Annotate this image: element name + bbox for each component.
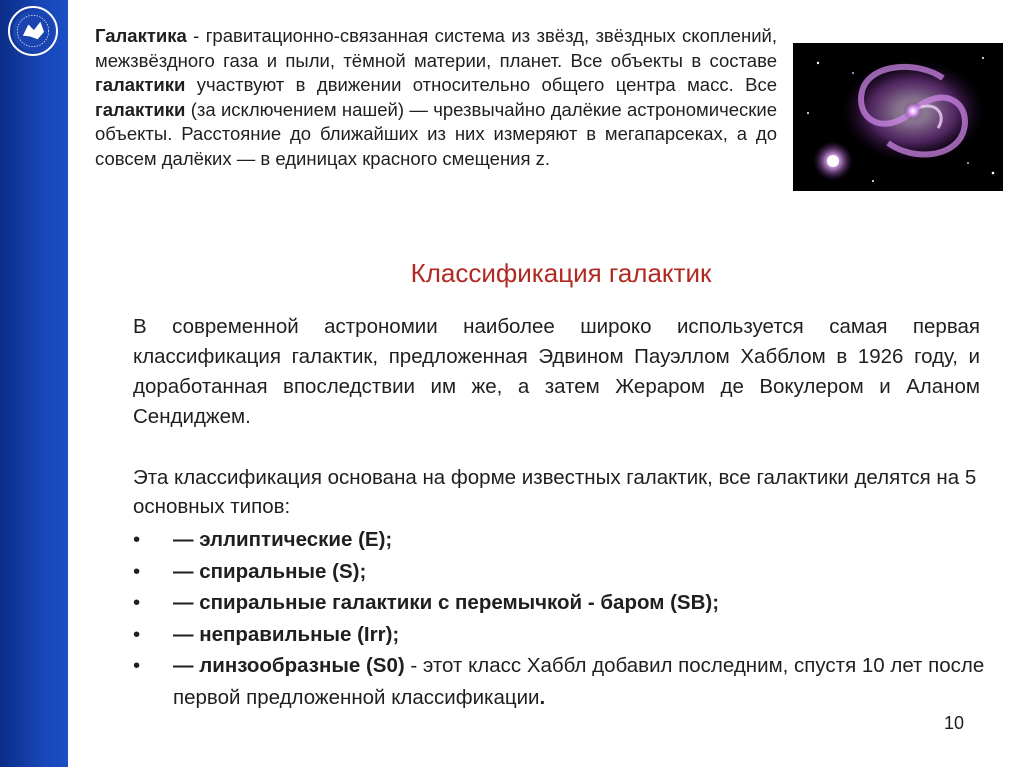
list-item xyxy=(133,650,993,713)
type-label: — спиральные (S); xyxy=(173,559,367,583)
intro-text-3: (за исключением нашей) — чрезвычайно далёкие астрономические объекты. Расстояние до ближайших из них измеряют в мегапарсеках, а до совсем далёких — в единицах красного смещения z. xyxy=(95,98,777,169)
classification-paragraph: В современной астрономии наиболее широко используется самая первая классификация галактик, предложенная Эдвином Пауэллом Хабблом в 1926 году, и доработанная впоследствии им же, а затем Жераром де Вокулером и Аланом Сендиджем. xyxy=(133,315,980,428)
bullet-marker: • xyxy=(133,559,141,583)
list-item xyxy=(133,619,993,651)
bullet-marker: • xyxy=(133,654,141,677)
type-end-mark: . xyxy=(539,685,546,709)
intro-text-2: участвуют в движении относительно общего центра масс. Все xyxy=(185,74,777,95)
intro-paragraph xyxy=(95,24,777,171)
type-label: — линзообразные (S0) xyxy=(173,654,405,677)
list-item xyxy=(133,587,993,619)
type-label: — спиральные галактики с перемычкой - баром (SB); xyxy=(173,591,720,614)
spiral-galaxy-photo xyxy=(793,43,1003,191)
list-item xyxy=(133,556,993,588)
section-heading: Классификация галактик xyxy=(410,258,712,288)
intro-term-3: галактики xyxy=(95,98,186,120)
type-label: — эллиптические (E); xyxy=(173,528,393,551)
page-number: 10 xyxy=(944,713,965,733)
types-intro-paragraph: Эта классификация основана на форме известных галактик, все галактики делятся на 5 основных типов: xyxy=(133,466,977,518)
bullet-marker: • xyxy=(133,591,141,614)
bullet-marker: • xyxy=(133,622,141,646)
intro-term-2: галактики xyxy=(95,74,186,95)
university-emblem-icon xyxy=(8,6,58,56)
list-item xyxy=(133,524,993,556)
intro-text-1: - гравитационно-связанная система из звёзд, звёздных скоплений, межзвёздного газа и пыли, тёмной материи, планет. Все объекты в составе xyxy=(95,25,777,71)
sidebar-bar xyxy=(0,0,68,767)
galaxy-types-list xyxy=(133,524,993,713)
bullet-marker: • xyxy=(133,528,141,551)
intro-term-1: Галактика xyxy=(95,25,187,46)
type-note: - этот класс Хаббл добавил последним, спустя 10 лет после первой предложенной классификации xyxy=(173,654,985,709)
type-label: — неправильные (Irr); xyxy=(173,622,400,646)
